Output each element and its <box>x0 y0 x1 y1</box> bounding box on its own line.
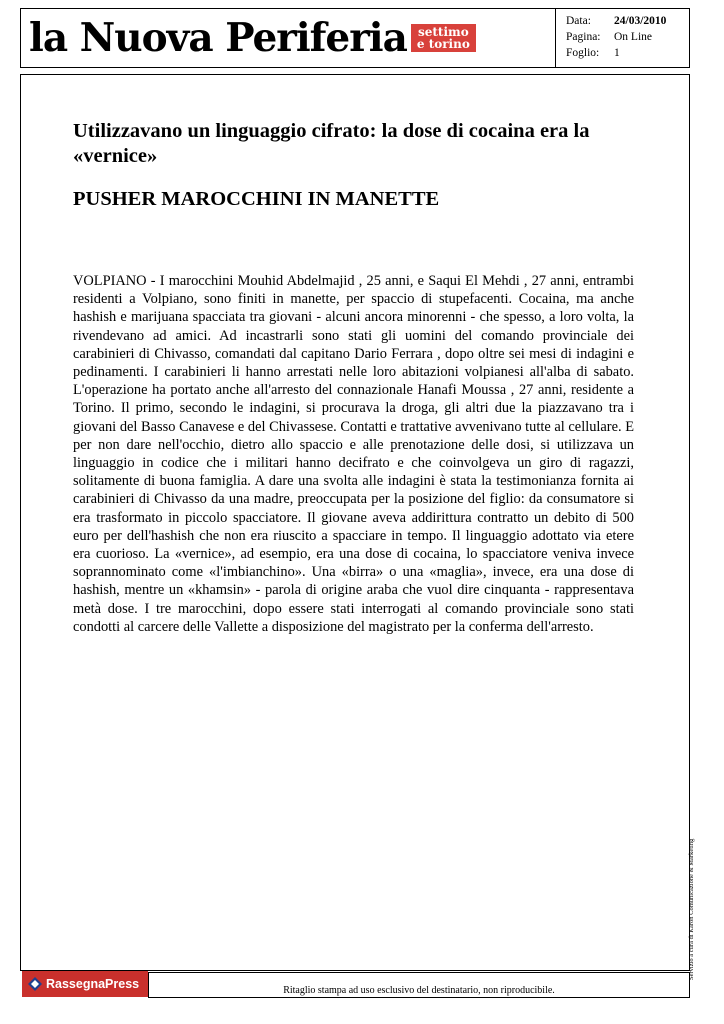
article-frame <box>20 74 690 971</box>
side-credit-text: Servizio a cura di Karon Comunicazione & Marketing <box>688 838 695 980</box>
meta-date-row <box>566 15 666 27</box>
side-credit <box>688 820 702 980</box>
masthead-tag-line2: e torino <box>416 37 470 51</box>
header <box>20 8 690 68</box>
masthead-logo <box>29 15 476 61</box>
diamond-icon <box>28 977 42 991</box>
meta-box <box>555 9 692 67</box>
article-kicker: Utilizzavano un linguaggio cifrato: la dose di cocaina era la «vernice» <box>73 120 590 167</box>
rassegnapress-logo <box>22 971 148 997</box>
date-value: 24/03/2010 <box>614 15 667 27</box>
meta-sheet-row <box>566 47 620 59</box>
article-body: VOLPIANO - I marocchini Mouhid Abdelmajid , 25 anni, e Saqui El Mehdi , 27 anni, entrambi residenti a Volpiano, sono finiti in manette, per spaccio di stupefacenti. Cocaina, ma anche hashish e marijuana spacciata tra giovani - alcuni ancora minorenni - che spesso, a loro volta, la rivendevano ad amici. Ad incastrarli sono stati gli uomini del comando provinciale dei carabinieri di Chivasso, comandati dal capitano Dario Ferrara , dopo oltre sei mesi di indagini e pedinamenti. I carabinieri li hanno arrestati nelle loro abitazioni volpianesi all'alba di sabato. L'operazione ha portato anche all'arresto del connazionale Hanafi Moussa , 27 anni, residente a Torino. Il primo, secondo le indagini, si procurava la droga, gli altri due la piazzavano tra i giovani del Basso Canavese e del Chivassese. Contatti e trattative avvenivano tutte al cellulare. E per non dare nell'occhio, dietro allo spaccio e alle prenotazione delle dosi, si utilizzava un linguaggio in codice che i militari hanno decifrato e che coinvolgeva un giro di ragazzi, solitamente di buona famiglia. A dare una svolta alle indagini è stata la testimonianza fornita ai carabinieri di Chivasso da una madre, preoccupata per la posizione del figlio: da consumatore si era trasformato in piccolo spacciatore. Il giovane aveva addirittura contratto un debito di 500 euro per dell'hashish che non era riuscito a spacciare in tempo. Il linguaggio adottato via etere era cuorioso. La «vernice», ad esempio, era una dose di cocaina, lo spacciatore veniva invece soprannominato come «l'imbianchino». Una «birra» o una «maglia», invece, era una dose di hashish, mentre un «khamsin» - parola di origine araba che vuol dire cinquanta - rappresentava metà dose. I tre marocchini, dopo essere stati interrogati al comando provinciale sono stati condotti al carcere delle Vallette a disposizione del magistrato per la conferma dell'arresto. <box>73 273 634 635</box>
meta-page-row <box>566 31 652 43</box>
date-label: Data: <box>566 15 591 27</box>
footer-box <box>148 972 690 998</box>
page-label: Pagina: <box>566 31 601 43</box>
masthead-tag-line1: settimo <box>417 25 469 39</box>
logo-text: RassegnaPress <box>46 977 140 991</box>
masthead-title: la Nuova Periferia <box>29 14 407 61</box>
sheet-label: Foglio: <box>566 47 600 59</box>
sheet-value: 1 <box>614 47 620 59</box>
footer-notice: Ritaglio stampa ad uso esclusivo del destinatario, non riproducibile. <box>283 985 555 996</box>
article-headline: PUSHER MAROCCHINI IN MANETTE <box>73 188 440 210</box>
masthead-tag <box>411 24 476 52</box>
page-value: On Line <box>614 31 653 43</box>
